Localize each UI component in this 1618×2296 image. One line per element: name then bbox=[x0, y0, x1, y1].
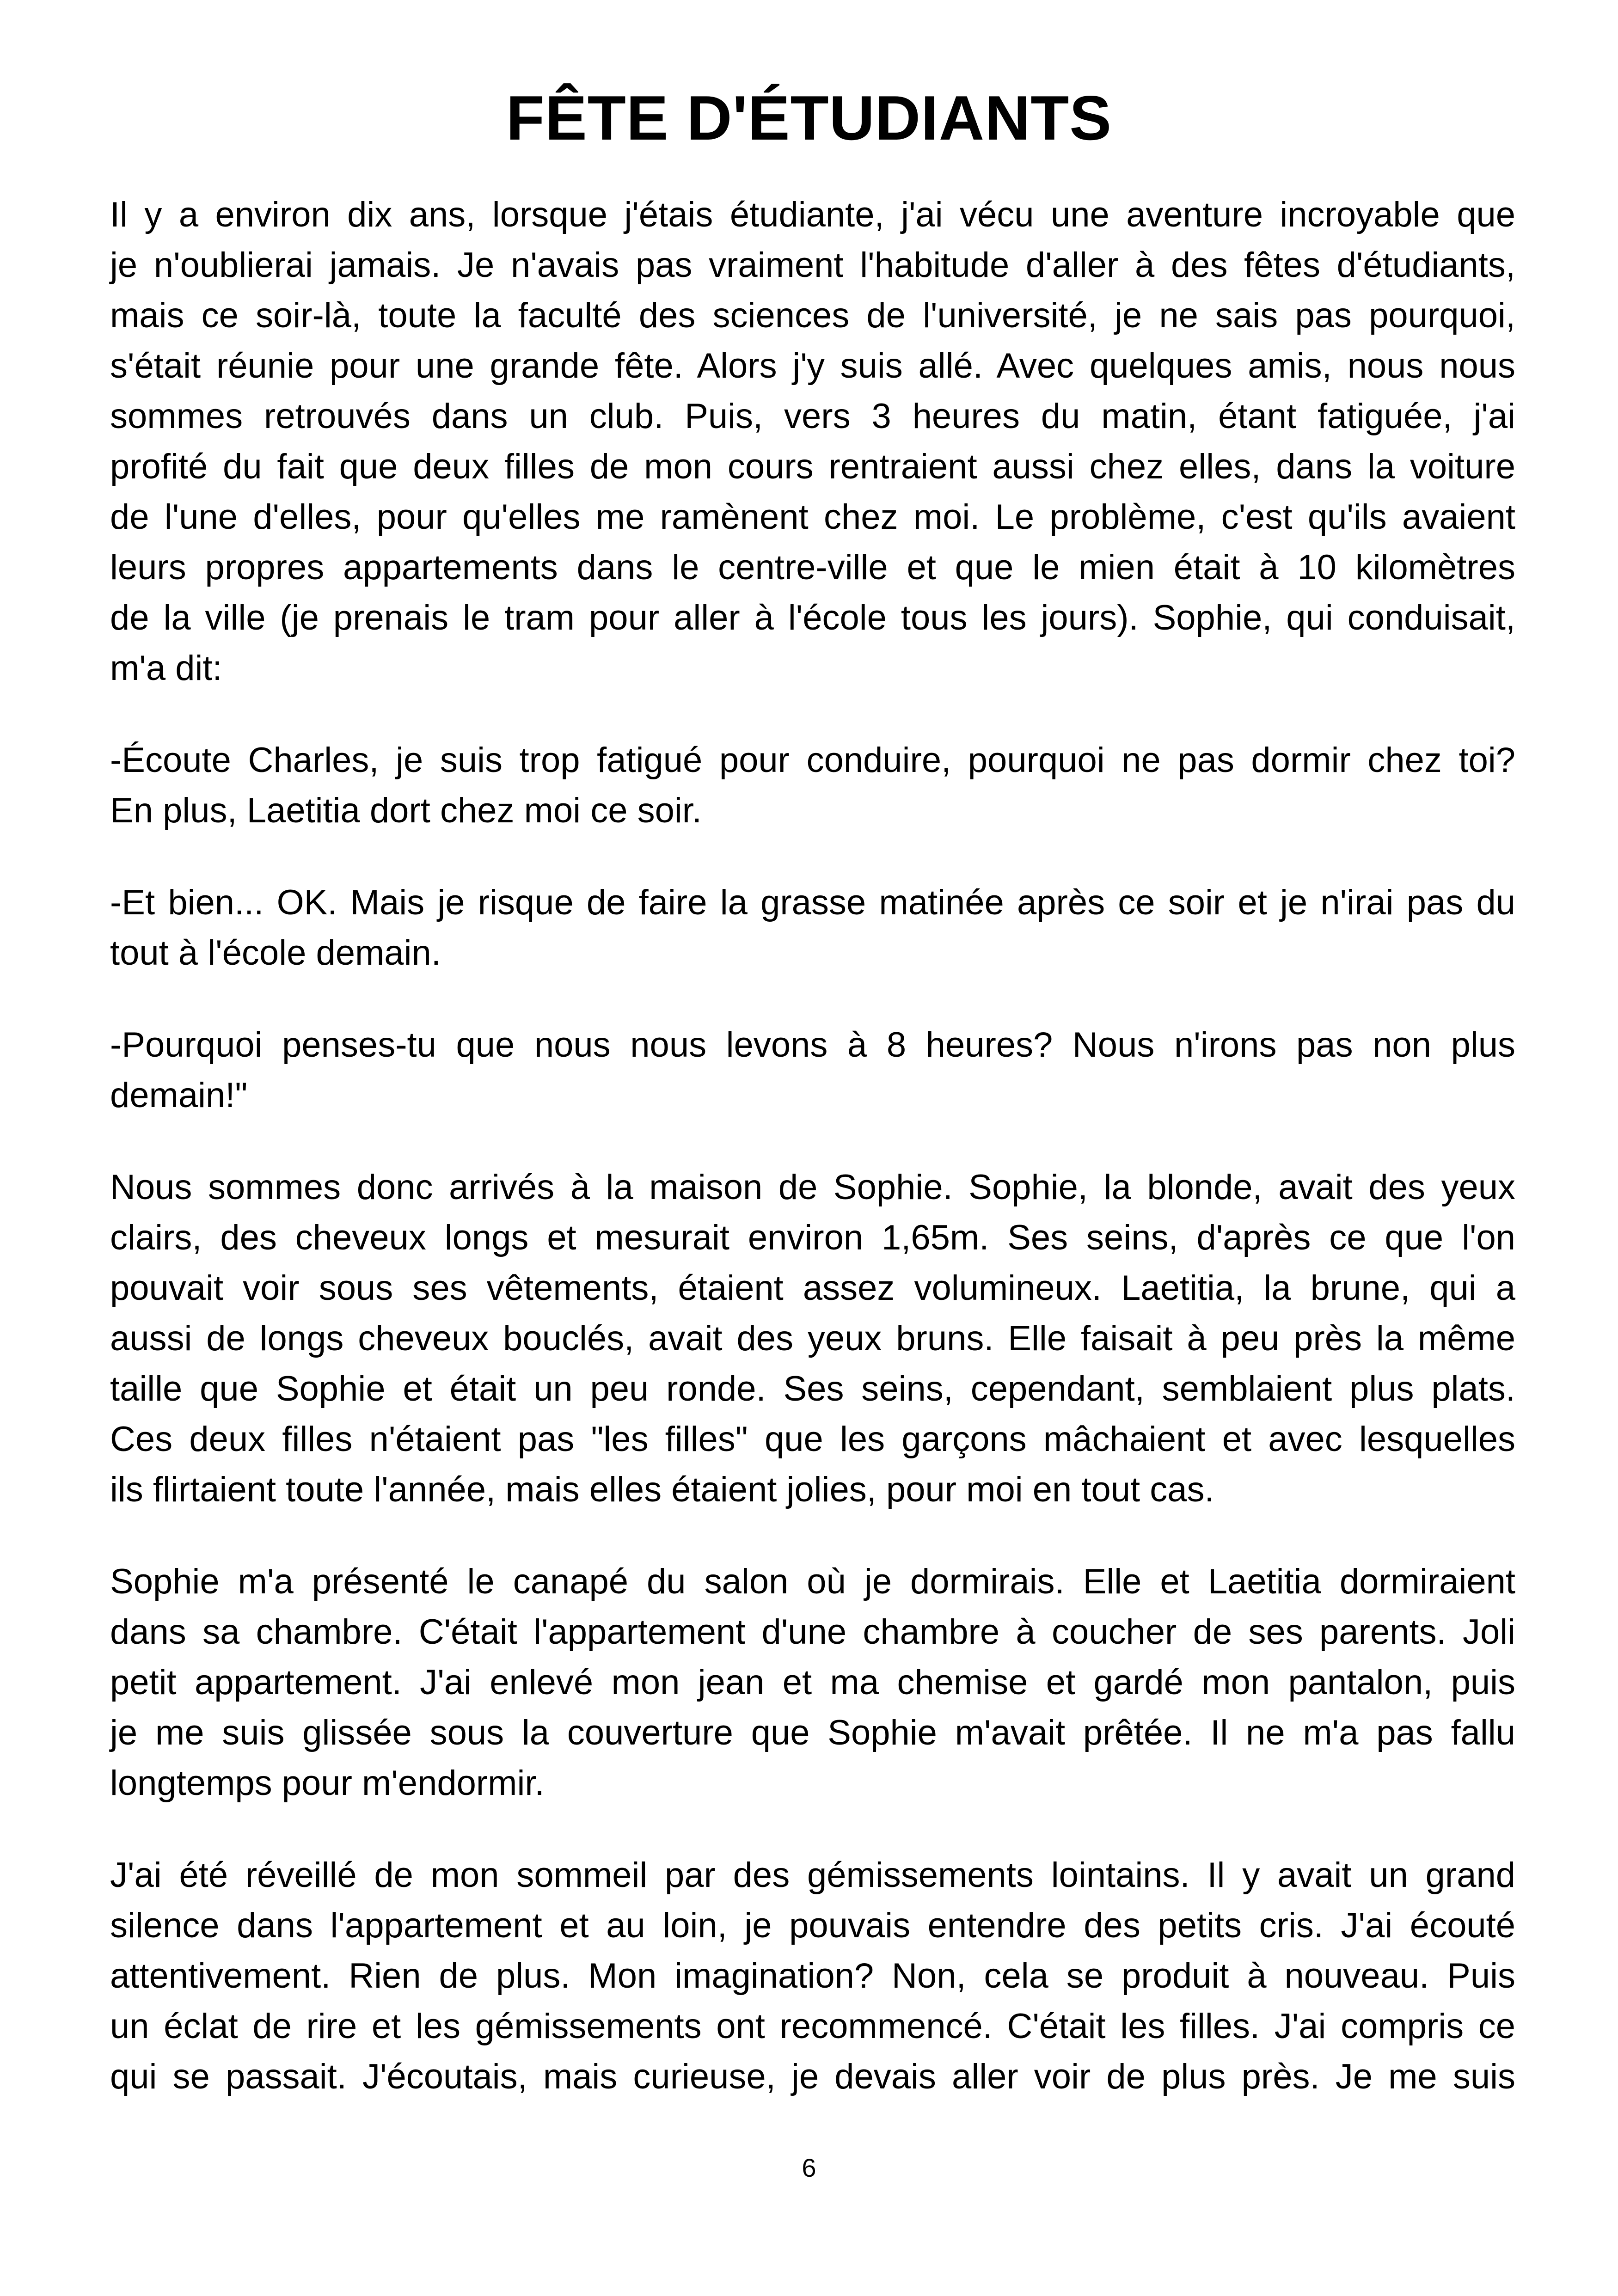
text-line: un éclat de rire et les gémissements ont recommencé. C'était les filles. J'ai compris ce bbox=[110, 2007, 1515, 2046]
paragraph bbox=[110, 735, 1515, 836]
text-line: longtemps pour m'endormir. bbox=[110, 1763, 545, 1803]
paragraph bbox=[110, 1020, 1515, 1120]
text-line: dans sa chambre. C'était l'appartement d'une chambre à coucher de ses parents. Joli bbox=[110, 1612, 1515, 1652]
text-line: attentivement. Rien de plus. Mon imagination? Non, cela se produit à nouveau. Puis bbox=[110, 1956, 1515, 1996]
text-line: En plus, Laetitia dort chez moi ce soir. bbox=[110, 791, 702, 830]
text-line: pouvait voir sous ses vêtements, étaient assez volumineux. Laetitia, la brune, qui a bbox=[110, 1268, 1515, 1308]
text-line: m'a dit: bbox=[110, 649, 222, 688]
text-line: de la ville (je prenais le tram pour aller à l'école tous les jours). Sophie, qui conduisait, bbox=[110, 598, 1515, 637]
page-title: FÊTE D'ÉTUDIANTS bbox=[506, 83, 1112, 153]
text-line: -Pourquoi penses-tu que nous nous levons à 8 heures? Nous n'irons pas non plus bbox=[110, 1025, 1515, 1065]
page-number: 6 bbox=[802, 2153, 816, 2182]
text-line: -Et bien... OK. Mais je risque de faire la grasse matinée après ce soir et je n'irai pas du bbox=[110, 883, 1515, 922]
paragraph bbox=[110, 1556, 1515, 1808]
text-line: Il y a environ dix ans, lorsque j'étais étudiante, j'ai vécu une aventure incroyable que bbox=[110, 195, 1515, 234]
text-line: aussi de longs cheveux bouclés, avait des yeux bruns. Elle faisait à peu près la même bbox=[110, 1319, 1515, 1358]
text-line: ils flirtaient toute l'année, mais elles étaient jolies, pour moi en tout cas. bbox=[110, 1470, 1214, 1509]
text-line: sommes retrouvés dans un club. Puis, vers 3 heures du matin, étant fatiguée, j'ai bbox=[110, 397, 1515, 436]
text-line: taille que Sophie et était un peu ronde. Ses seins, cependant, semblaient plus plats. bbox=[110, 1369, 1515, 1408]
body-text bbox=[110, 190, 1515, 2143]
paragraph bbox=[110, 877, 1515, 978]
text-line: mais ce soir-là, toute la faculté des sciences de l'université, je ne sais pas pourquoi, bbox=[110, 296, 1515, 335]
text-line: Sophie m'a présenté le canapé du salon où je dormirais. Elle et Laetitia dormiraient bbox=[110, 1562, 1515, 1601]
text-line: -Écoute Charles, je suis trop fatigué pour conduire, pourquoi ne pas dormir chez toi? bbox=[110, 741, 1515, 780]
text-line: je n'oublierai jamais. Je n'avais pas vraiment l'habitude d'aller à des fêtes d'étudiants, bbox=[110, 245, 1515, 285]
text-line: je me suis glissée sous la couverture que Sophie m'avait prêtée. Il ne m'a pas fallu bbox=[110, 1713, 1515, 1752]
text-line: s'était réunie pour une grande fête. Alors j'y suis allé. Avec quelques amis, nous nous bbox=[110, 346, 1515, 386]
text-line: demain!" bbox=[110, 1076, 248, 1115]
text-line: de l'une d'elles, pour qu'elles me ramènent chez moi. Le problème, c'est qu'ils avaient bbox=[110, 497, 1515, 537]
text-line: qui se passait. J'écoutais, mais curieuse, je devais aller voir de plus près. Je me suis bbox=[110, 2057, 1515, 2096]
text-line: silence dans l'appartement et au loin, je pouvais entendre des petits cris. J'ai écouté bbox=[110, 1906, 1515, 1945]
text-line: J'ai été réveillé de mon sommeil par des gémissements lointains. Il y avait un grand bbox=[110, 1855, 1515, 1895]
text-line: petit appartement. J'ai enlevé mon jean et ma chemise et gardé mon pantalon, puis bbox=[110, 1663, 1515, 1702]
text-line: Nous sommes donc arrivés à la maison de Sophie. Sophie, la blonde, avait des yeux bbox=[110, 1168, 1515, 1207]
text-line: leurs propres appartements dans le centre-ville et que le mien était à 10 kilomètres bbox=[110, 548, 1515, 587]
text-line: Ces deux filles n'étaient pas "les filles" que les garçons mâchaient et avec lesquelles bbox=[110, 1420, 1515, 1459]
text-line: clairs, des cheveux longs et mesurait environ 1,65m. Ses seins, d'après ce que l'on bbox=[110, 1218, 1515, 1257]
paragraph bbox=[110, 1850, 1515, 2102]
text-line: profité du fait que deux filles de mon cours rentraient aussi chez elles, dans la voiture bbox=[110, 447, 1515, 486]
paragraph bbox=[110, 190, 1515, 693]
paragraph bbox=[110, 1162, 1515, 1515]
text-line: tout à l'école demain. bbox=[110, 933, 441, 973]
